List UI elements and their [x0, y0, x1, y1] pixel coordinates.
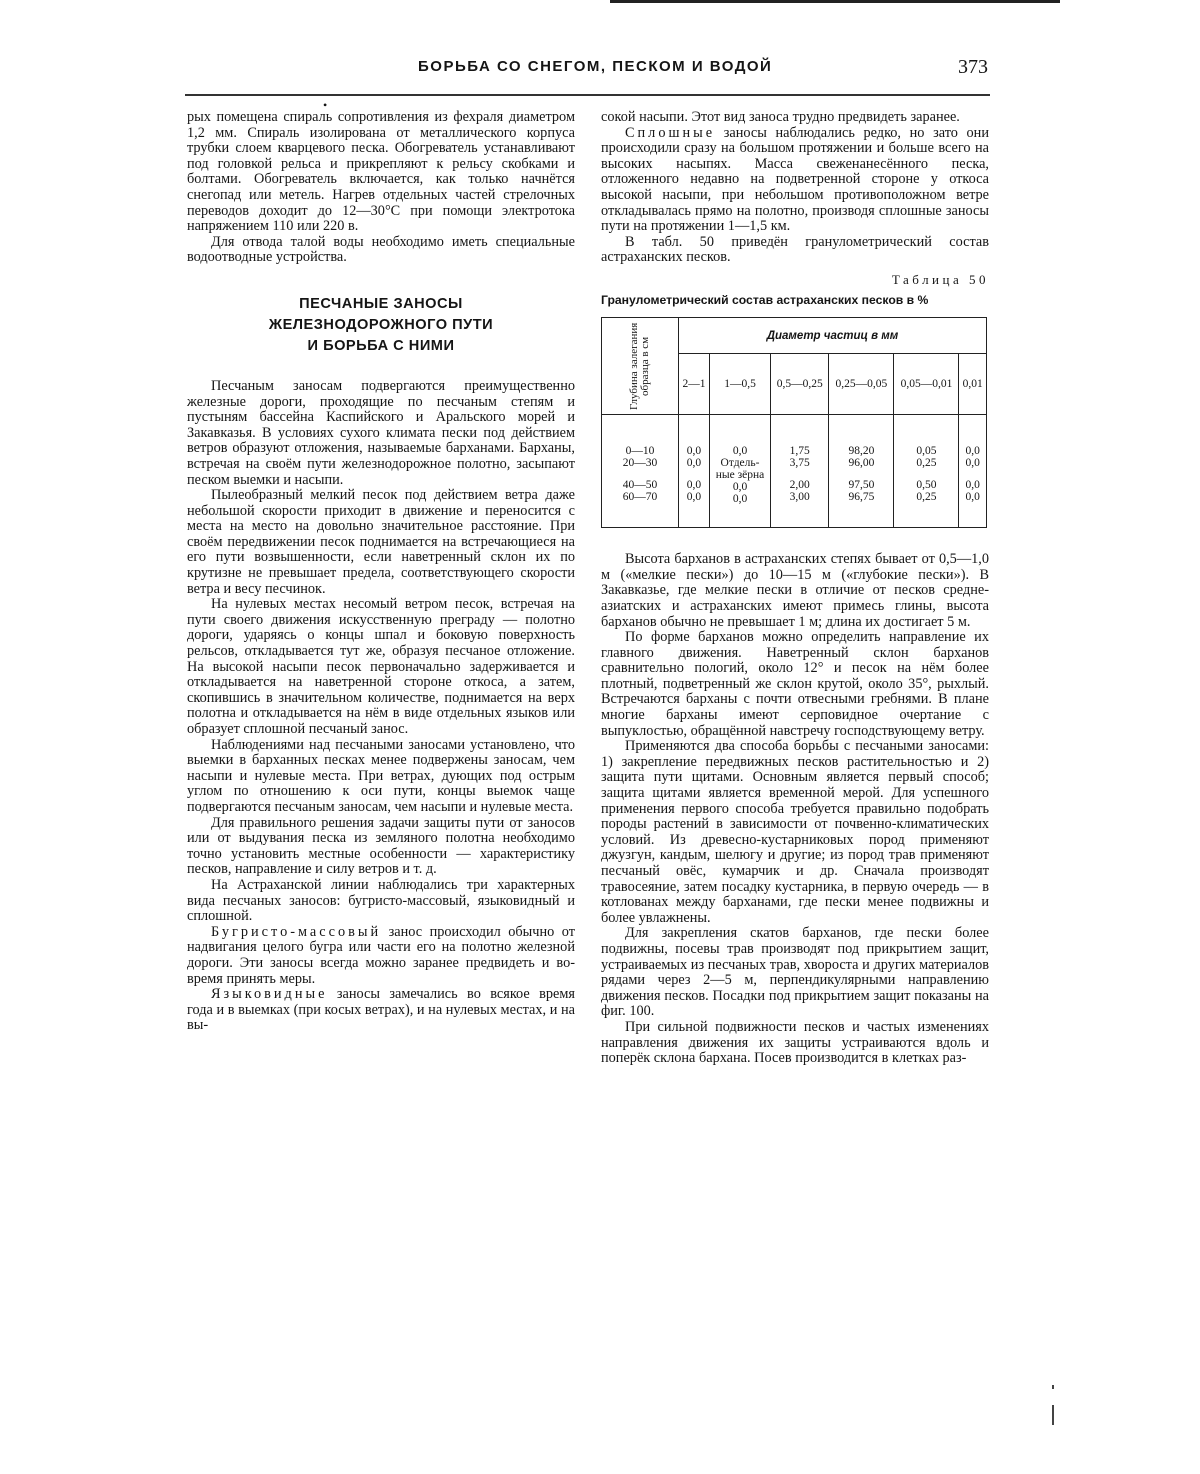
table-cell: 1,75 — [789, 445, 810, 458]
table-cell: 0,25 — [916, 491, 937, 504]
column-header: 0,01 — [959, 353, 987, 414]
term-spaced: Бугристо-массовый — [211, 923, 382, 940]
table-cell: Отдель- — [720, 457, 760, 470]
section-heading — [187, 294, 575, 357]
column-header: 0,5—0,25 — [771, 353, 829, 414]
paragraph: В табл. 50 приведён гранулометрический состав астраханских песков. — [601, 233, 989, 266]
table-cell: 0,0 — [686, 479, 702, 492]
table-cell: 0,0 — [965, 445, 980, 458]
paragraph — [187, 925, 575, 987]
heading-line: ЖЕЛЕЗНОДОРОЖНОГО ПУТИ — [268, 316, 494, 333]
depth-column-header — [602, 318, 679, 415]
value-cell — [679, 415, 710, 528]
table-cell: 0,50 — [916, 479, 937, 492]
table-cell: 0—10 — [625, 445, 655, 458]
paragraph: На Астраханской линии наблюдались три характерных вида песчаных заносов: бугристо-массовый, языковидный и сплошной. — [187, 876, 575, 925]
page-header — [185, 54, 990, 96]
paragraph: Высота барханов в астраханских степях бывает от 0,5—1,0 м («мелкие пески») до 10—15 м («глубокие пески»). В Закавказье, где мелкие пески в отличие от песков средне-азиатских и астраханских имеют примесь глины, высота барханов обычно не превышает 1 м; длина их достигает 5 м. — [601, 551, 989, 630]
left-column — [187, 110, 575, 1034]
paragraph: Пылеобразный мелкий песок под действием ветра даже небольшой скорости приходит в движение и переносится с места на место на довольно значительное расстояние. При своём передвижении песок поднимается на встречающиеся на его пути возвышенности, если наветренный склон их по крутизне не превышает предела, соответствующего скорости ветра и весу песчинок. — [187, 487, 575, 597]
table-cell: 40—50 — [622, 479, 658, 492]
heading-line: ПЕСЧАНЫЕ ЗАНОСЫ — [299, 295, 463, 312]
paragraph: По форме барханов можно определить направление их главного движения. Наветренный склон барханов сравнительно пологий, около 12° и песок на нём более плотный, подветренный же склон крутой, около 35°, рыхлый. Встречаются барханы с почти отвесными гребнями. В плане многие барханы имеют серповидное очертание с выпуклостью, обращённой навстречу господствующему ветру. — [601, 629, 989, 739]
table-cell: 0,0 — [965, 491, 980, 504]
column-header: 0,25—0,05 — [829, 353, 894, 414]
paragraph: Для правильного решения задачи защиты пути от заносов или от выдувания песка из земляного полотна необходимо точно установить местные особенности — характеристику песков, направление и силу ветров и т. д. — [187, 814, 575, 878]
table-cell: 3,00 — [789, 491, 810, 504]
paragraph-text: заносы наблюдались редко, но зато они происходили сразу на большом протяжении и больше всего на высоких насыпях. Масса свеженанесённого песка, отложенного недавно на подветренной стороне у откоса высокой насыпи, при небольшом противоположном ветре откладывалась прямо на полотно, производя сплошные заносы пути на протяжении 1—1,5 км. — [601, 124, 989, 235]
table-cell: 2,00 — [789, 479, 810, 492]
heading-line: И БОРЬБА С НИМИ — [307, 337, 455, 354]
depth-cell — [602, 415, 679, 528]
table-cell: 0,0 — [732, 445, 748, 458]
table-caption: Гранулометрический состав астраханских песков в % — [601, 292, 929, 307]
column-header: 1—0,5 — [709, 353, 770, 414]
top-scan-line — [610, 0, 1060, 3]
table-cell: 96,00 — [848, 457, 875, 470]
diameter-group-header: Диаметр частиц в мм — [679, 318, 987, 354]
table-cell: 98,20 — [848, 445, 875, 458]
paragraph: На нулевых местах несомый ветром песок, встречая на пути своего движения искусственную преграду — полотно дороги, ударяясь о концы шпал и боковую поверхность рельсов, откладывается тут же, образуя песчаное отложение. На высокой насыпи песок первоначально задерживается и откладывается на наветренной стороне откоса, а затем, скопившись в значительном количестве, поднимается на верх полотна и откладывается на нём в виде отдельных языков или образует сплошной песчаный занос. — [187, 596, 575, 737]
table-cell: 0,0 — [686, 445, 702, 458]
running-title: БОРЬБА СО СНЕГОМ, ПЕСКОМ И ВОДОЙ — [418, 58, 773, 75]
table-cell: 0,0 — [732, 481, 748, 494]
paragraph — [187, 987, 575, 1034]
table-cell: 20—30 — [622, 457, 658, 470]
table-cell: 0,0 — [686, 491, 702, 504]
table-cell: 96,75 — [848, 491, 875, 504]
paragraph — [601, 126, 989, 235]
page-number: 373 — [958, 56, 988, 78]
table-cell: 0,0 — [965, 479, 980, 492]
table-cell: 3,75 — [789, 457, 810, 470]
value-cell — [709, 415, 770, 528]
table-cell: 0,0 — [732, 493, 748, 506]
margin-mark — [1052, 1405, 1054, 1425]
paragraph: Песчаным заносам подвергаются преимущественно железные дороги, проходящие по песчаным степям и пустыням бассейна Каспийского и Аральского морей и Закавказья. В условиях сухого климата пески под действием ветров образуют отложения, называемые барханами. Барханы, встречая на своём пути железнодорожное полотно, засыпают песком выемки и насыпи. — [187, 377, 575, 488]
table-cell: 0,0 — [686, 457, 702, 470]
table-cell: 0,0 — [965, 457, 980, 470]
table-body-row — [602, 415, 987, 528]
table-cell: 60—70 — [622, 491, 658, 504]
table-cell: ные зёрна — [715, 469, 765, 482]
term-spaced: Сплошные — [625, 124, 716, 141]
paragraph: Для закрепления скатов барханов, где пески более подвижны, посевы трав производят под прикрытием защит, устраиваемых из песчаных трав, хвороста и других материалов рядами через 2—5 м, перпендикулярными направлению движения песков. Посадки под прикрытием защит показаны на фиг. 100. — [601, 925, 989, 1020]
paragraph-text: заносы замечались во всякое время года и в выемках (при косых ветрах), и на нулевых местах, и на вы- — [187, 986, 575, 1034]
column-header: 0,05—0,01 — [894, 353, 959, 414]
paragraph: сокой насыпи. Этот вид заноса трудно предвидеть заранее. — [601, 109, 960, 125]
depth-header-text: Глубина залегания образца в см — [628, 322, 651, 410]
value-cell — [959, 415, 987, 528]
table-label: Таблица 50 — [891, 271, 989, 287]
paragraph: Для отвода талой воды необходимо иметь специальные водоотводные устройства. — [187, 233, 575, 266]
right-column — [601, 110, 989, 1067]
column-header: 2—1 — [679, 353, 710, 414]
table-cell: 0,25 — [916, 457, 937, 470]
value-cell — [771, 415, 829, 528]
paragraph: При сильной подвижности песков и частых изменениях направления движения их защиты устраиваются вдоль и поперёк склона бархана. Посев производится в клетках раз- — [601, 1018, 989, 1067]
paragraph-text: занос происходил обычно от надвигания целого бугра или части его на полотно железной дороги. Эти заносы всегда можно заранее предвидеть и во-время принять меры. — [187, 923, 575, 987]
table-cell: 97,50 — [848, 479, 875, 492]
table-cell: 0,05 — [916, 445, 937, 458]
bullet-mark: • — [323, 98, 328, 112]
paragraph: рых помещена спираль сопротивления из фехраля диаметром 1,2 мм. Спираль изолирована от металлического корпуса трубки слоем кварцевого песка. Обогреватель устанавливают под головкой рельса и прикрепляют к рельсу скобками и болтами. Обогреватель включается, как только начнётся снегопад или метель. Нагрев отдельных частей стрелочных переводов доходит до 12—30°С при помощи электротока напряжением 110 или 220 в. — [187, 109, 575, 235]
value-cell — [829, 415, 894, 528]
granulometric-table — [601, 317, 987, 528]
margin-mark — [1052, 1385, 1054, 1389]
paragraph: Применяются два способа борьбы с песчаными заносами: 1) закрепление передвижных песков растительностью и 2) защита пути щитами. Основным является первый способ; защита щитами является временной мерой. Для успешного применения первого способа требуется правильно подобрать породы растений в зависимости от почвенно-климатических условий. Из древесно-кустарниковых пород применяют джузгун, кандым, шелюгу и другие; из пород трав применяют песчаный овёс, кумарчик и др. Сначала производят травосеяние, затем посадку кустарника, в первую очередь — в котлованах между барханами, где пески менее подвижны и более увлажнены. — [601, 738, 989, 926]
term-spaced: Языковидные — [211, 986, 328, 1003]
value-cell — [894, 415, 959, 528]
paragraph: Наблюдениями над песчаными заносами установлено, что выемки в барханных песках менее подвержены заносам, чем насыпи и нулевые места. При ветрах, дующих под острым углом по отношению к оси пути, концы выемок чаще подвергаются песчаным заносам, чем насыпи и нулевые места. — [187, 736, 575, 815]
